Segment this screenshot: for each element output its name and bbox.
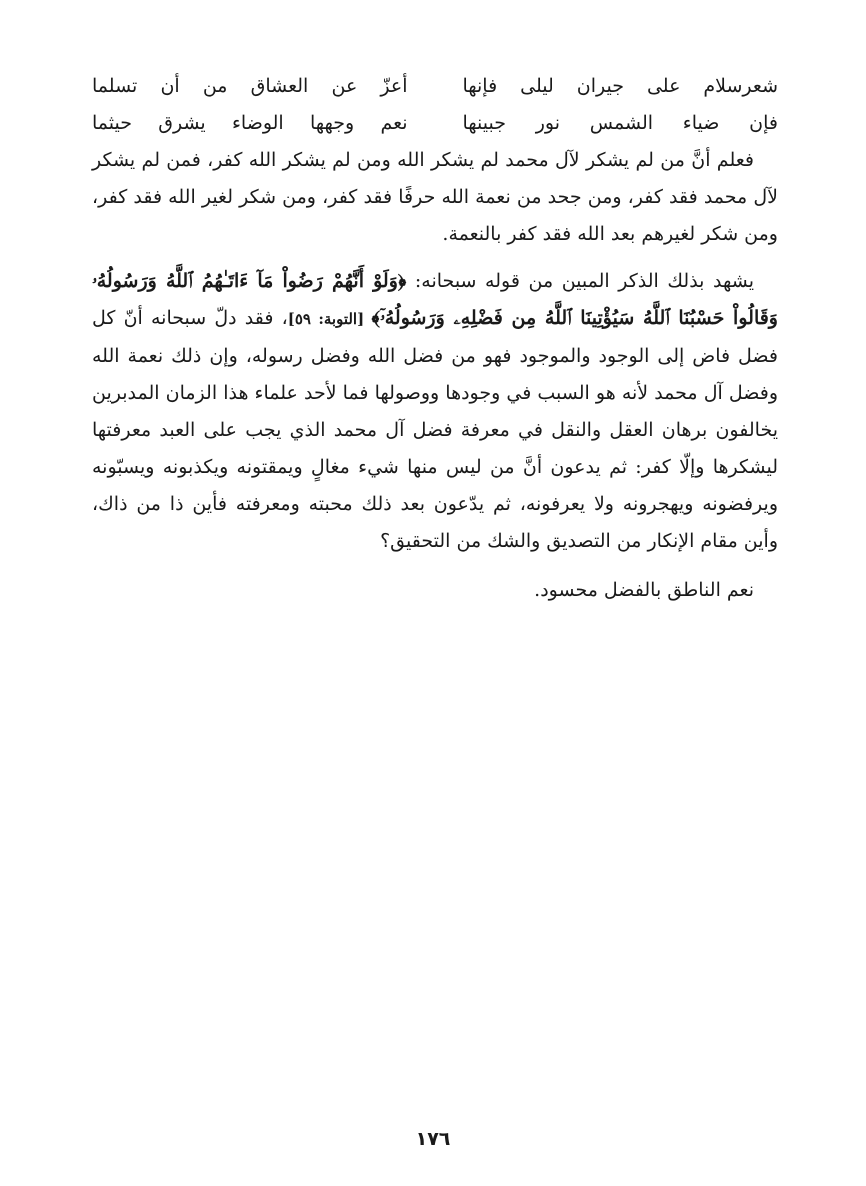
verse-1-first-hemistich: شعرسلام على جيران ليلى فإنها [462, 75, 778, 97]
verse-2-first-hemistich: فإن ضياء الشمس نور جبينها [462, 112, 778, 134]
poem-verse-1 [92, 68, 778, 105]
verse-1-second-hemistich: أعزّ عن العشاق من أن تسلما [92, 75, 408, 97]
closing-line: نعم الناطق بالفضل محسود. [534, 579, 754, 601]
verse-2-second-hemistich: نعم وجهها الوضاء يشرق حيثما [92, 112, 408, 134]
paragraph-body: ، فقد دلّ سبحانه أنّ كل فضل فاض إلى الوجود والموجود فهو من فضل الله وفضل رسوله، وإن ذلك نعمة الله وفضل آل محمد لأنه هو السبب في وجودها ووصولها فما لأحد علماء هذا الزمان المدبرين يخالفون برهان العقل والنقل في معرفة فضل آل محمد الذي يجب على العبد معرفتها ليشكرها وإلّا كفر: ثم يدعون أنَّ من ليس منها شيء مغالٍ ويمقتونه ويكذبونه ويسبّونه ويرفضونه ويهجرونه ولا يعرفونه، ثم يدّعون بعد ذلك محبته ومعرفته فأين ذا من ذاك، وأين مقام الإنكار من التصديق والشك من التحقيق؟ [92, 307, 778, 552]
page-body [92, 68, 778, 609]
poem-verse-2 [92, 105, 778, 142]
quran-verse: ﴿وَلَوْ أَنَّهُمْ رَضُواْ مَآ ءَاتَـٰهُمُ ٱللَّهُ وَرَسُولُهُۥ وَقَالُواْ حَسْبُنَا ٱللَّهُ سَيُؤْتِينَا ٱللَّهُ مِن فَضْلِهِۦ وَرَسُولُهُۥٓ﴾ [92, 270, 778, 329]
surah-reference: [التوبة: ٥٩] [287, 310, 372, 328]
paragraph-gratitude: فعلم أنَّ من لم يشكر لآل محمد لم يشكر الله ومن لم يشكر الله كفر، فمن لم يشكر لآل محمد فقد كفر، ومن جحد من نعمة الله حرفًا فقد كفر، ومن شكر لغير الله فقد كفر، ومن شكر لغيرهم بعد الله فقد كفر بالنعمة. [92, 149, 778, 245]
paragraph-quran-evidence [92, 263, 778, 560]
paragraph-intro: يشهد بذلك الذكر المبين من قوله سبحانه: [406, 270, 754, 292]
page-number: ١٧٦ [415, 1128, 451, 1150]
